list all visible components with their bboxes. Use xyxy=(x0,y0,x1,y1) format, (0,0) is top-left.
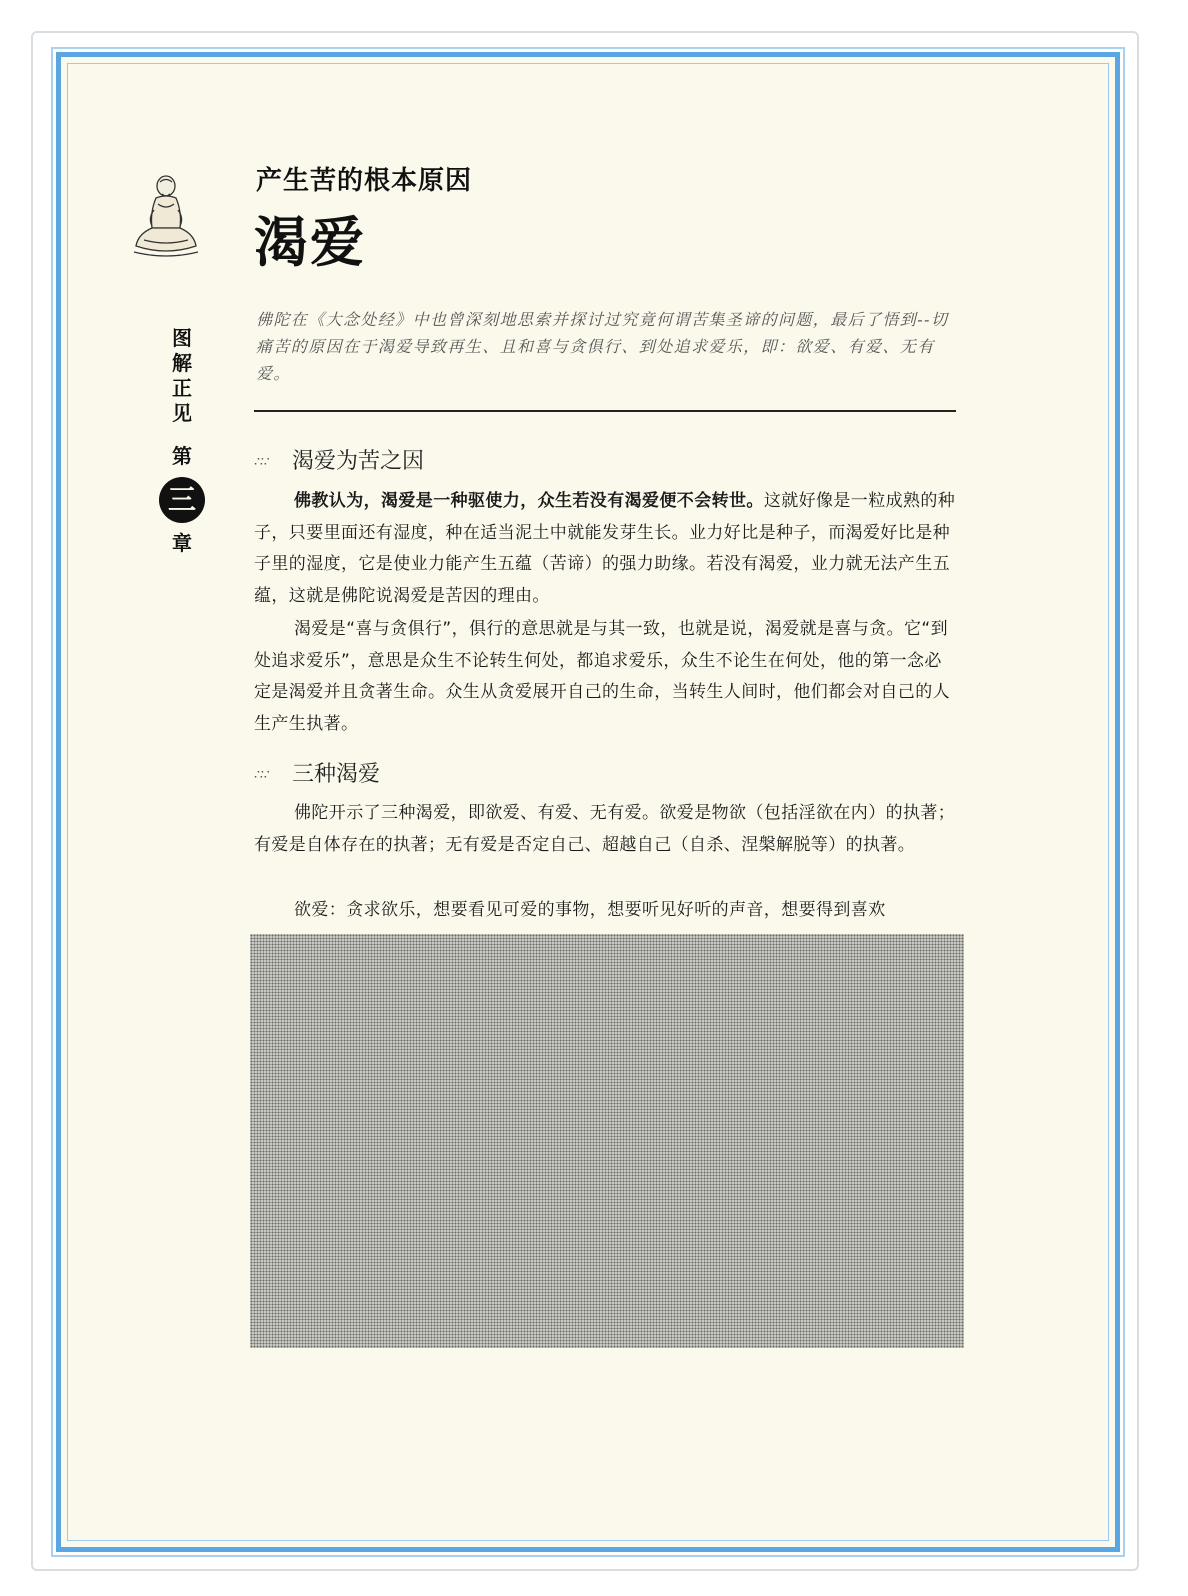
dotted-bullet-icon: ∴∵ xyxy=(254,767,268,783)
paragraph-text: 这就好像是一粒成熟的种子，只要里面还有湿度，种在适当泥土中就能发芽生长。业力好比是种子，而渴爱好比是种子里的湿度，它是使业力能产生五蕴（苦谛）的强力助缘。若没有渴爱，业力就无法产生五蕴，这就是佛陀说渴爱是苦因的理由。 xyxy=(254,491,956,606)
side-chapter-label xyxy=(162,326,202,556)
dotted-bullet-icon: ∴∵ xyxy=(254,454,268,470)
section-heading xyxy=(254,757,380,788)
seated-monk-icon xyxy=(128,170,204,260)
side-series-char: 见 xyxy=(172,401,192,425)
divider xyxy=(254,410,956,412)
body-paragraph: 渴爱是“喜与贪俱行”，俱行的意思就是与其一致，也就是说，渴爱就是喜与贪。它“到处追求爱乐”，意思是众生不论转生何处，都追求爱乐，众生不论生在何处，他的第一念必定是渴爱并且贪著生命。众生从贪爱展开自己的生命，当转生人间时，他们都会对自己的人生产生执著。 xyxy=(254,619,950,734)
chapter-prefix: 第 xyxy=(172,444,192,468)
chapter-number-badge: 三 xyxy=(159,477,205,523)
side-series-char: 图 xyxy=(172,326,192,350)
intro-paragraph: 佛陀在《大念处经》中也曾深刻地思索并探讨过究竟何谓苦集圣谛的问题，最后了悟到--切痛苦的原因在于渴爱导致再生、且和喜与贪俱行、到处追求爱乐，即：欲爱、有爱、无有爱。 xyxy=(256,310,949,383)
side-series-char: 正 xyxy=(172,376,192,400)
chapter-suffix: 章 xyxy=(172,531,192,555)
bold-lead: 佛教认为，渴爱是一种驱使力，众生若没有渴爱便不会转世。 xyxy=(294,491,764,511)
section-heading xyxy=(254,444,424,475)
body-paragraph xyxy=(254,486,956,612)
halftone-overlay xyxy=(250,934,964,1348)
section-heading-text: 渴爱为苦之因 xyxy=(292,449,425,474)
side-series-char: 解 xyxy=(172,351,192,375)
page-title: 渴爱 xyxy=(254,211,366,274)
body-paragraph: 佛陀开示了三种渴爱，即欲爱、有爱、无有爱。欲爱是物欲（包括淫欲在内）的执著；有爱是自体存在的执著；无有爱是否定自己、超越自己（自杀、涅槃解脱等）的执著。 xyxy=(254,803,956,855)
page-kicker: 产生苦的根本原因 xyxy=(256,166,473,196)
section-heading-text: 三种渴爱 xyxy=(292,762,381,787)
body-paragraph: 欲爱：贪求欲乐，想要看见可爱的事物，想要听见好听的声音，想要得到喜欢 xyxy=(294,900,886,920)
